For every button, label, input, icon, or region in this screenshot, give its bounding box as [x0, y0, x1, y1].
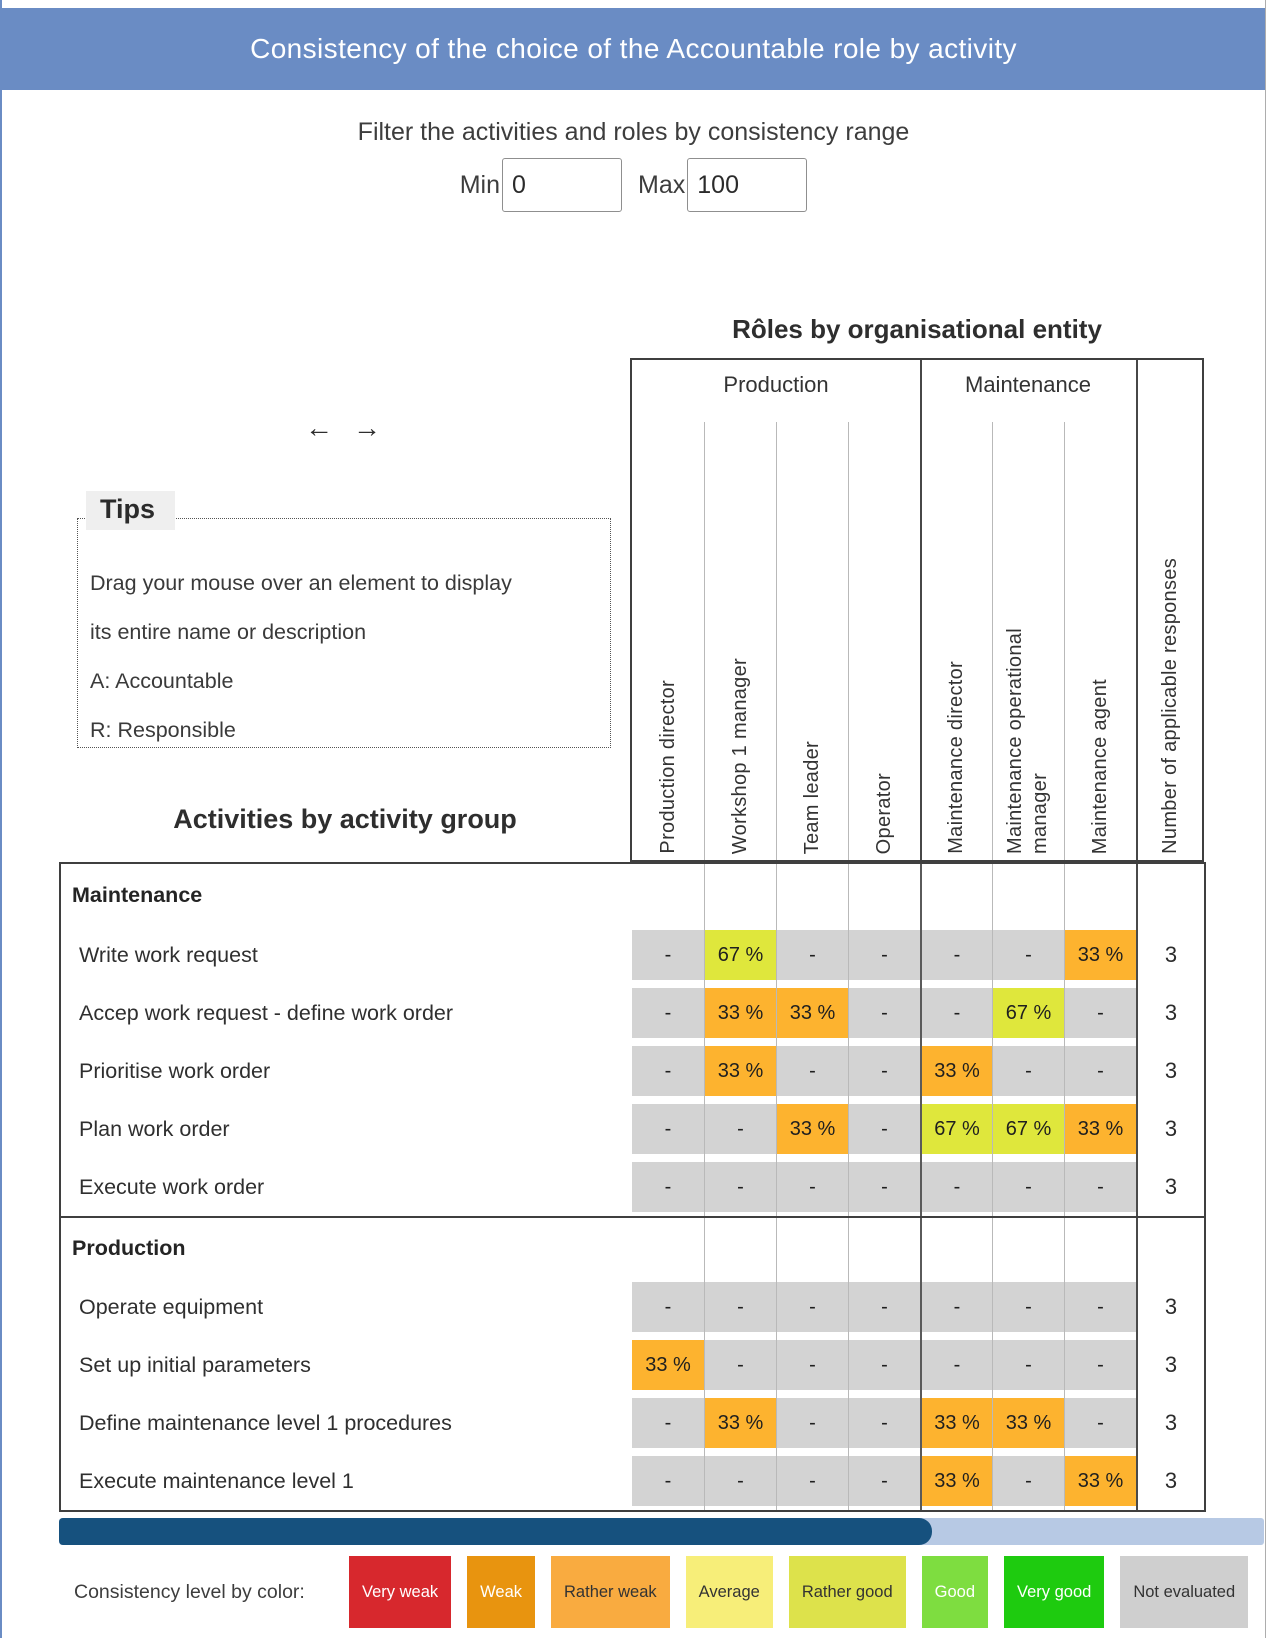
consistency-cell-value: 33 % — [1065, 1104, 1136, 1154]
responses-count-cell: 3 — [1136, 1336, 1204, 1394]
consistency-cell[interactable] — [632, 1394, 704, 1452]
consistency-cell-value: - — [1065, 988, 1136, 1038]
count-header-cell — [1136, 864, 1204, 926]
consistency-cell-value: - — [632, 1046, 704, 1096]
consistency-cell[interactable] — [704, 1394, 776, 1452]
consistency-cell-value: - — [849, 1456, 920, 1506]
consistency-cell[interactable] — [704, 1452, 776, 1510]
role-column-header[interactable] — [776, 422, 848, 860]
activity-row — [61, 984, 1204, 1042]
page-title: Consistency of the choice of the Accountable role by activity — [250, 33, 1017, 64]
consistency-cell-value: 67 % — [993, 1104, 1064, 1154]
roles-section-title: Rôles by organisational entity — [732, 314, 1102, 344]
consistency-cell[interactable] — [992, 1042, 1064, 1100]
role-column-header-label: Workshop 1 manager — [728, 657, 751, 854]
consistency-cell-value: - — [705, 1104, 776, 1154]
legend — [2, 1556, 1265, 1628]
tips-body — [78, 519, 610, 755]
filter-heading: Filter the activities and roles by consistency range — [357, 118, 910, 146]
consistency-cell[interactable] — [920, 1100, 992, 1158]
consistency-cell[interactable] — [1064, 1158, 1136, 1216]
consistency-cell-value: - — [632, 1282, 704, 1332]
consistency-cell[interactable] — [704, 1278, 776, 1336]
consistency-cell[interactable] — [992, 984, 1064, 1042]
tips-title: Tips — [86, 491, 175, 530]
consistency-cell[interactable] — [848, 926, 920, 984]
activity-row — [61, 1394, 1204, 1452]
max-filter-group — [638, 158, 807, 212]
consistency-cell-value: - — [993, 1456, 1064, 1506]
tips-line: R: Responsible — [90, 718, 236, 742]
consistency-cell[interactable] — [776, 1042, 848, 1100]
horizontal-scrollbar-track[interactable] — [59, 1518, 1264, 1545]
activity-label[interactable]: Plan work order — [79, 1116, 230, 1141]
consistency-cell-value: - — [777, 1398, 848, 1448]
empty-header-cell — [920, 1218, 992, 1278]
consistency-cell[interactable] — [920, 1452, 992, 1510]
empty-header-cell — [1064, 1218, 1136, 1278]
empty-header-cell — [632, 864, 704, 926]
consistency-cell-value: - — [849, 930, 920, 980]
empty-header-cell — [776, 1218, 848, 1278]
consistency-cell[interactable] — [848, 1452, 920, 1510]
empty-header-cell — [848, 864, 920, 926]
consistency-cell[interactable] — [776, 984, 848, 1042]
consistency-cell-value: - — [993, 1162, 1064, 1212]
legend-swatch: Not evaluated — [1120, 1556, 1248, 1628]
consistency-cell[interactable] — [1064, 926, 1136, 984]
empty-header-cell — [632, 1218, 704, 1278]
consistency-cell-value: - — [705, 1456, 776, 1506]
role-column-header[interactable] — [1064, 422, 1136, 860]
consistency-cell[interactable] — [848, 1336, 920, 1394]
consistency-cell[interactable] — [632, 1042, 704, 1100]
consistency-cell-value: - — [777, 1456, 848, 1506]
activity-label[interactable]: Write work request — [79, 942, 258, 967]
consistency-cell-value: - — [922, 930, 992, 980]
activity-label[interactable]: Prioritise work order — [79, 1058, 271, 1083]
activity-label[interactable]: Execute work order — [79, 1174, 265, 1199]
consistency-table — [59, 862, 1206, 1512]
consistency-cell[interactable] — [704, 1042, 776, 1100]
consistency-cell[interactable] — [992, 926, 1064, 984]
max-input[interactable] — [687, 158, 807, 212]
min-label: Min — [459, 170, 501, 199]
consistency-cell[interactable] — [992, 1394, 1064, 1452]
legend-swatch: Average — [686, 1556, 773, 1628]
consistency-cell-value: 33 % — [922, 1398, 992, 1448]
role-column-header-label: Production director — [656, 680, 679, 854]
consistency-cell[interactable] — [848, 984, 920, 1042]
consistency-cell-value: 67 % — [993, 988, 1064, 1038]
consistency-cell-value: - — [777, 1162, 848, 1212]
consistency-cell-value: - — [922, 1340, 992, 1390]
responses-count-cell: 3 — [1136, 1394, 1204, 1452]
consistency-cell[interactable] — [992, 1278, 1064, 1336]
consistency-cell-value: - — [993, 1340, 1064, 1390]
consistency-cell-value: - — [632, 1104, 704, 1154]
consistency-cell[interactable] — [992, 1100, 1064, 1158]
consistency-cell[interactable] — [1064, 1394, 1136, 1452]
role-column-header-label: Team leader — [800, 740, 823, 854]
consistency-cell-value: - — [705, 1282, 776, 1332]
consistency-cell-value: 33 % — [777, 988, 848, 1038]
consistency-cell[interactable] — [632, 1278, 704, 1336]
consistency-cell[interactable] — [776, 1100, 848, 1158]
role-column-header-label: Maintenance director — [944, 661, 967, 854]
legend-items — [349, 1556, 1248, 1628]
consistency-cell-value: - — [632, 1162, 704, 1212]
activities-section-title: Activities by activity group — [173, 804, 517, 834]
consistency-cell-value: - — [1065, 1398, 1136, 1448]
consistency-cell[interactable] — [632, 984, 704, 1042]
consistency-cell[interactable] — [848, 1042, 920, 1100]
consistency-cell-value: - — [993, 1282, 1064, 1332]
consistency-cell[interactable] — [848, 1100, 920, 1158]
consistency-cell-value: - — [922, 988, 992, 1038]
consistency-cell[interactable] — [704, 1158, 776, 1216]
consistency-cell-value: - — [849, 1340, 920, 1390]
empty-header-cell — [848, 1218, 920, 1278]
consistency-cell-value: 33 % — [777, 1104, 848, 1154]
consistency-cell[interactable] — [1064, 1042, 1136, 1100]
responses-count-cell: 3 — [1136, 1042, 1204, 1100]
activity-label[interactable]: Operate equipment — [79, 1294, 264, 1319]
consistency-cell-value: - — [632, 988, 704, 1038]
tips-line: Drag your mouse over an element to display — [90, 571, 512, 595]
consistency-cell-value: - — [849, 1398, 920, 1448]
consistency-cell-value: 33 % — [705, 988, 776, 1038]
tips-line: A: Accountable — [90, 669, 234, 693]
role-column-header[interactable] — [992, 422, 1064, 860]
empty-header-cell — [776, 864, 848, 926]
right-arrow-icon[interactable]: → — [353, 412, 381, 443]
consistency-cell-value: - — [777, 930, 848, 980]
consistency-cell[interactable] — [704, 1336, 776, 1394]
tips-panel — [77, 494, 611, 748]
consistency-cell[interactable] — [920, 1042, 992, 1100]
consistency-cell-value: - — [849, 988, 920, 1038]
consistency-cell[interactable] — [632, 926, 704, 984]
consistency-cell-value: - — [993, 1046, 1064, 1096]
empty-header-cell — [704, 864, 776, 926]
consistency-cell-value: - — [922, 1282, 992, 1332]
consistency-cell[interactable] — [776, 926, 848, 984]
max-label: Max — [638, 170, 686, 199]
activity-label[interactable]: Define maintenance level 1 procedures — [79, 1410, 452, 1435]
entity-group-label[interactable]: Maintenance — [965, 372, 1091, 397]
min-filter-group — [460, 158, 622, 212]
consistency-cell-value: - — [1065, 1162, 1136, 1212]
role-column-header[interactable] — [848, 422, 920, 860]
consistency-cell[interactable] — [920, 926, 992, 984]
role-column-header[interactable] — [704, 422, 776, 860]
consistency-cell-value: 67 % — [705, 930, 776, 980]
consistency-cell-value: - — [1065, 1340, 1136, 1390]
consistency-cell[interactable] — [776, 1336, 848, 1394]
consistency-cell-value: - — [777, 1046, 848, 1096]
consistency-cell[interactable] — [776, 1452, 848, 1510]
count-column-header-label: Number of applicable responses — [1158, 558, 1181, 854]
consistency-cell[interactable] — [632, 1100, 704, 1158]
role-column-header[interactable] — [920, 422, 992, 860]
activity-row — [61, 1336, 1204, 1394]
consistency-cell-value: - — [705, 1162, 776, 1212]
consistency-cell-value: - — [993, 930, 1064, 980]
responses-count-cell: 3 — [1136, 984, 1204, 1042]
legend-swatch: Rather weak — [551, 1556, 670, 1628]
consistency-cell[interactable] — [1064, 1452, 1136, 1510]
consistency-cell-value: 33 % — [632, 1340, 704, 1390]
empty-header-cell — [704, 1218, 776, 1278]
consistency-cell-value: 67 % — [922, 1104, 992, 1154]
filter-controls — [2, 158, 1265, 212]
consistency-cell[interactable] — [920, 1278, 992, 1336]
consistency-cell-value: - — [777, 1282, 848, 1332]
consistency-cell[interactable] — [848, 1394, 920, 1452]
pagination-arrows — [305, 412, 381, 444]
responses-count-cell: 3 — [1136, 1452, 1204, 1510]
consistency-cell[interactable] — [920, 1394, 992, 1452]
responses-count-cell: 3 — [1136, 1278, 1204, 1336]
empty-header-cell — [1064, 864, 1136, 926]
consistency-cell-value: - — [705, 1340, 776, 1390]
consistency-cell[interactable] — [1064, 1278, 1136, 1336]
legend-label: Consistency level by color: — [74, 1580, 305, 1603]
responses-count-cell: 3 — [1136, 1100, 1204, 1158]
activity-row — [61, 1452, 1204, 1510]
consistency-cell-value: 33 % — [993, 1398, 1064, 1448]
activity-group-label: Maintenance — [72, 882, 203, 907]
legend-swatch: Weak — [467, 1556, 535, 1628]
consistency-cell-value: - — [849, 1046, 920, 1096]
consistency-cell[interactable] — [1064, 984, 1136, 1042]
activity-row — [61, 1278, 1204, 1336]
consistency-cell-value: - — [632, 930, 704, 980]
activity-label[interactable]: Execute maintenance level 1 — [79, 1468, 354, 1493]
count-column-header[interactable] — [1138, 422, 1202, 860]
count-header-cell — [1136, 1218, 1204, 1278]
consistency-cell-value: - — [632, 1398, 704, 1448]
consistency-cell[interactable] — [992, 1158, 1064, 1216]
consistency-cell-value: - — [632, 1456, 704, 1506]
consistency-cell-value: - — [922, 1162, 992, 1212]
legend-swatch: Very weak — [349, 1556, 451, 1628]
role-column-header-label: Operator — [872, 772, 895, 854]
consistency-cell[interactable] — [704, 926, 776, 984]
role-column-header-label: Maintenance operational manager — [1004, 628, 1051, 854]
consistency-cell[interactable] — [920, 984, 992, 1042]
consistency-cell-value: 33 % — [1065, 1456, 1136, 1506]
legend-swatch: Very good — [1004, 1556, 1104, 1628]
consistency-cell[interactable] — [776, 1394, 848, 1452]
consistency-cell[interactable] — [920, 1336, 992, 1394]
activity-group-label: Production — [72, 1235, 186, 1260]
activity-group-row — [61, 864, 1204, 926]
consistency-cell[interactable] — [992, 1452, 1064, 1510]
empty-header-cell — [992, 1218, 1064, 1278]
consistency-cell-value: - — [1065, 1046, 1136, 1096]
roles-header-matrix — [630, 358, 1204, 862]
consistency-cell-value: - — [849, 1162, 920, 1212]
activity-row — [61, 1042, 1204, 1100]
page-header — [2, 8, 1265, 90]
responses-count-cell: 3 — [1136, 926, 1204, 984]
consistency-cell[interactable] — [704, 984, 776, 1042]
consistency-cell[interactable] — [632, 1336, 704, 1394]
activity-row — [61, 926, 1204, 984]
consistency-cell-value: - — [849, 1104, 920, 1154]
consistency-cell[interactable] — [776, 1278, 848, 1336]
consistency-cell-value: 33 % — [1065, 930, 1136, 980]
activity-label[interactable]: Accep work request - define work order — [79, 1000, 454, 1025]
consistency-cell[interactable] — [632, 1452, 704, 1510]
min-input[interactable] — [502, 158, 622, 212]
empty-header-cell — [920, 864, 992, 926]
consistency-cell[interactable] — [920, 1158, 992, 1216]
legend-swatch: Good — [922, 1556, 988, 1628]
empty-header-cell — [992, 864, 1064, 926]
role-column-header[interactable] — [632, 422, 704, 860]
consistency-cell-value: - — [849, 1282, 920, 1332]
activity-row — [61, 1158, 1204, 1216]
role-column-header-label: Maintenance agent — [1088, 678, 1111, 854]
consistency-cell[interactable] — [632, 1158, 704, 1216]
consistency-cell[interactable] — [992, 1336, 1064, 1394]
consistency-cell-value: 33 % — [922, 1456, 992, 1506]
tips-line: its entire name or description — [90, 620, 367, 644]
consistency-cell[interactable] — [776, 1158, 848, 1216]
activity-row — [61, 1100, 1204, 1158]
consistency-cell-value: 33 % — [705, 1398, 776, 1448]
consistency-cell[interactable] — [848, 1158, 920, 1216]
consistency-cell-value: 33 % — [705, 1046, 776, 1096]
consistency-cell[interactable] — [1064, 1336, 1136, 1394]
entity-group-label[interactable]: Production — [723, 372, 829, 397]
consistency-cell[interactable] — [704, 1100, 776, 1158]
horizontal-scrollbar-thumb[interactable] — [59, 1518, 932, 1545]
consistency-cell[interactable] — [848, 1278, 920, 1336]
activity-group-row — [61, 1216, 1204, 1278]
activity-label[interactable]: Set up initial parameters — [79, 1352, 311, 1377]
consistency-cell-value: 33 % — [922, 1046, 992, 1096]
consistency-cell-value: - — [1065, 1282, 1136, 1332]
consistency-cell-value: - — [777, 1340, 848, 1390]
legend-swatch: Rather good — [789, 1556, 906, 1628]
left-arrow-icon[interactable]: ← — [305, 412, 333, 443]
responses-count-cell: 3 — [1136, 1158, 1204, 1216]
consistency-cell[interactable] — [1064, 1100, 1136, 1158]
